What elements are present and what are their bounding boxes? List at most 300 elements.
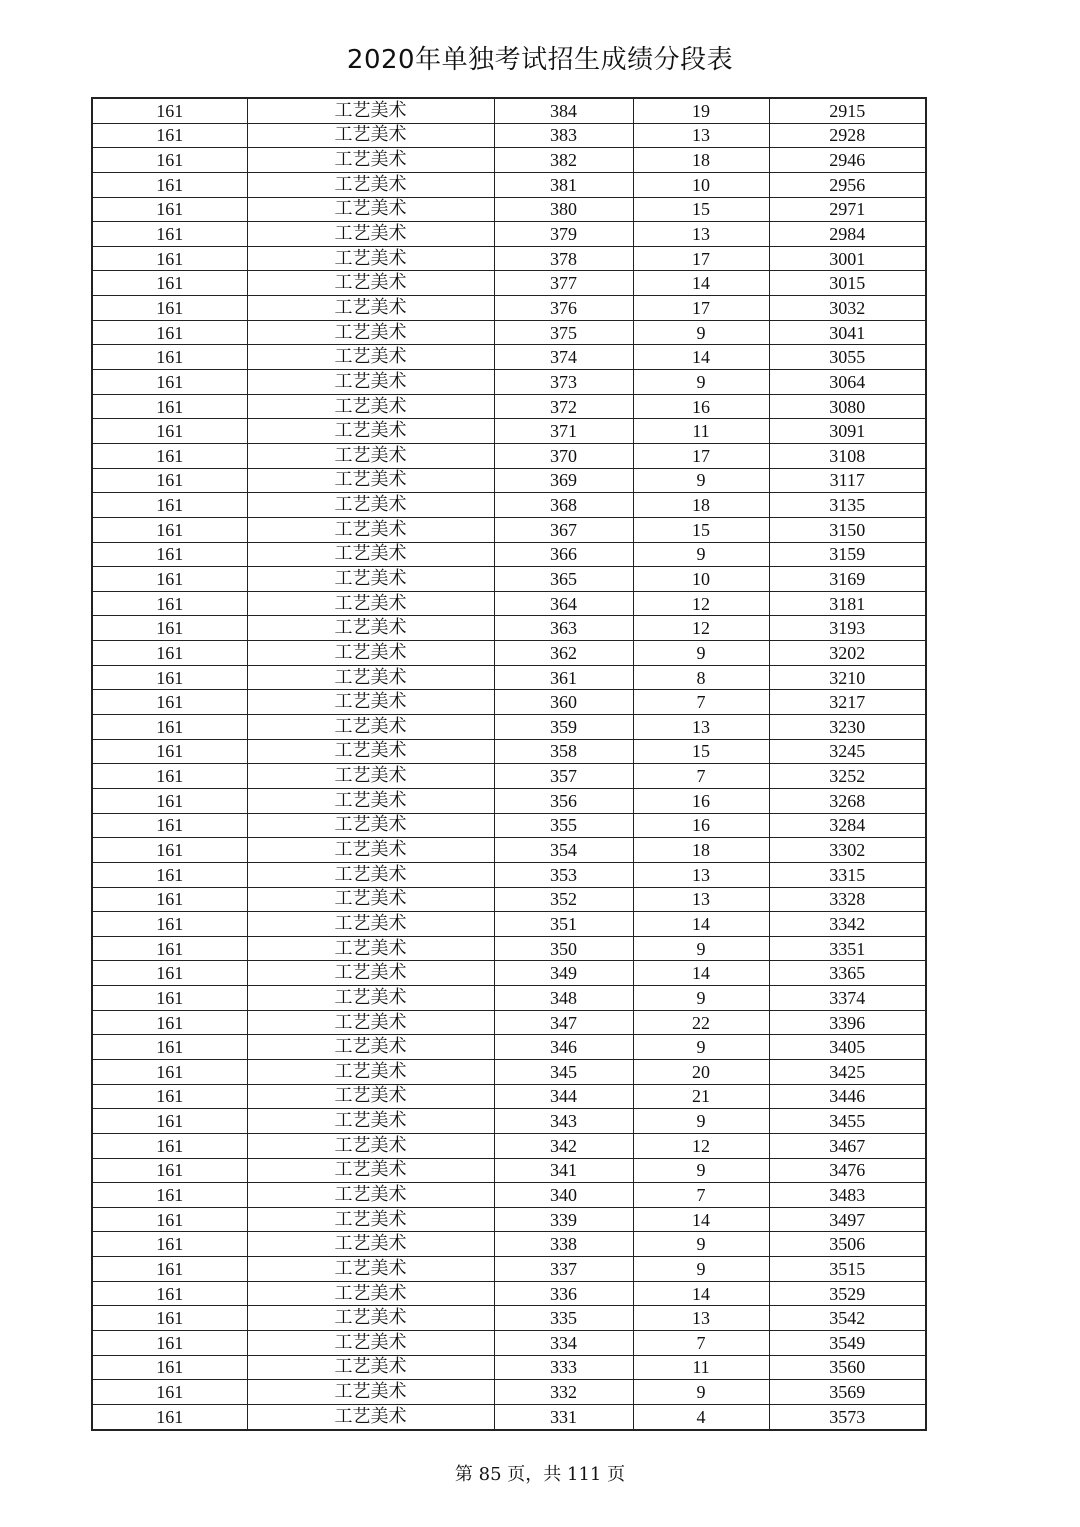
count-cell: 13 [633,222,769,247]
cumulative-cell: 2971 [769,197,926,222]
score-cell: 332 [494,1380,633,1405]
code-cell: 161 [92,370,247,395]
cumulative-cell: 3169 [769,567,926,592]
count-cell: 22 [633,1010,769,1035]
count-cell: 4 [633,1404,769,1429]
major-cell: 工艺美术 [247,690,494,715]
cumulative-cell: 3202 [769,641,926,666]
table-row [92,936,926,961]
cumulative-cell: 3080 [769,394,926,419]
table-row [92,616,926,641]
major-cell: 工艺美术 [247,1084,494,1109]
table-row [92,690,926,715]
cumulative-cell: 3483 [769,1183,926,1208]
cumulative-cell: 3515 [769,1257,926,1282]
major-cell: 工艺美术 [247,1306,494,1331]
major-cell: 工艺美术 [247,1257,494,1282]
cumulative-cell: 3032 [769,296,926,321]
table-row [92,739,926,764]
code-cell: 161 [92,542,247,567]
table-row [92,1331,926,1356]
score-cell: 382 [494,148,633,173]
code-cell: 161 [92,591,247,616]
score-cell: 365 [494,567,633,592]
score-cell: 372 [494,394,633,419]
table-row [92,1084,926,1109]
score-cell: 338 [494,1232,633,1257]
cumulative-cell: 2928 [769,123,926,148]
table-row [92,1010,926,1035]
score-cell: 371 [494,419,633,444]
code-cell: 161 [92,345,247,370]
cumulative-cell: 3181 [769,591,926,616]
code-cell: 161 [92,1183,247,1208]
count-cell: 18 [633,493,769,518]
score-cell: 380 [494,197,633,222]
major-cell: 工艺美术 [247,567,494,592]
table-row [92,1035,926,1060]
major-cell: 工艺美术 [247,1035,494,1060]
table-row [92,788,926,813]
code-cell: 161 [92,296,247,321]
score-cell: 331 [494,1404,633,1429]
code-cell: 161 [92,1158,247,1183]
code-cell: 161 [92,838,247,863]
count-cell: 9 [633,1158,769,1183]
table-row [92,222,926,247]
cumulative-cell: 3467 [769,1133,926,1158]
major-cell: 工艺美术 [247,468,494,493]
major-cell: 工艺美术 [247,246,494,271]
cumulative-cell: 3529 [769,1281,926,1306]
major-cell: 工艺美术 [247,986,494,1011]
score-cell: 363 [494,616,633,641]
cumulative-cell: 3328 [769,887,926,912]
code-cell: 161 [92,419,247,444]
count-cell: 21 [633,1084,769,1109]
count-cell: 9 [633,986,769,1011]
score-cell: 346 [494,1035,633,1060]
score-cell: 367 [494,517,633,542]
code-cell: 161 [92,739,247,764]
score-cell: 359 [494,715,633,740]
table-row [92,123,926,148]
major-cell: 工艺美术 [247,1207,494,1232]
cumulative-cell: 3374 [769,986,926,1011]
major-cell: 工艺美术 [247,887,494,912]
count-cell: 14 [633,961,769,986]
count-cell: 17 [633,296,769,321]
count-cell: 9 [633,641,769,666]
code-cell: 161 [92,961,247,986]
cumulative-cell: 2946 [769,148,926,173]
table-row [92,1380,926,1405]
score-cell: 337 [494,1257,633,1282]
major-cell: 工艺美术 [247,1380,494,1405]
cumulative-cell: 3560 [769,1355,926,1380]
score-cell: 368 [494,493,633,518]
count-cell: 11 [633,1355,769,1380]
cumulative-cell: 3064 [769,370,926,395]
cumulative-cell: 3549 [769,1331,926,1356]
table-row [92,345,926,370]
major-cell: 工艺美术 [247,172,494,197]
count-cell: 9 [633,1109,769,1134]
code-cell: 161 [92,1232,247,1257]
count-cell: 13 [633,715,769,740]
major-cell: 工艺美术 [247,1059,494,1084]
count-cell: 13 [633,123,769,148]
code-cell: 161 [92,862,247,887]
score-cell: 357 [494,764,633,789]
score-cell: 352 [494,887,633,912]
count-cell: 15 [633,739,769,764]
table-row [92,591,926,616]
code-cell: 161 [92,98,247,123]
score-cell: 340 [494,1183,633,1208]
table-row [92,961,926,986]
cumulative-cell: 3497 [769,1207,926,1232]
table-row [92,542,926,567]
major-cell: 工艺美术 [247,320,494,345]
table-row [92,641,926,666]
cumulative-cell: 3230 [769,715,926,740]
code-cell: 161 [92,1380,247,1405]
count-cell: 14 [633,271,769,296]
code-cell: 161 [92,690,247,715]
count-cell: 9 [633,1380,769,1405]
major-cell: 工艺美术 [247,764,494,789]
count-cell: 12 [633,1133,769,1158]
table-row [92,715,926,740]
code-cell: 161 [92,1035,247,1060]
count-cell: 18 [633,148,769,173]
count-cell: 7 [633,690,769,715]
cumulative-cell: 3217 [769,690,926,715]
score-cell: 351 [494,912,633,937]
code-cell: 161 [92,1109,247,1134]
major-cell: 工艺美术 [247,1158,494,1183]
major-cell: 工艺美术 [247,1331,494,1356]
cumulative-cell: 3159 [769,542,926,567]
count-cell: 17 [633,443,769,468]
code-cell: 161 [92,813,247,838]
table-row [92,493,926,518]
score-cell: 350 [494,936,633,961]
score-cell: 384 [494,98,633,123]
cumulative-cell: 3569 [769,1380,926,1405]
cumulative-cell: 3455 [769,1109,926,1134]
major-cell: 工艺美术 [247,936,494,961]
cumulative-cell: 3245 [769,739,926,764]
cumulative-cell: 3015 [769,271,926,296]
major-cell: 工艺美术 [247,98,494,123]
major-cell: 工艺美术 [247,222,494,247]
cumulative-cell: 3425 [769,1059,926,1084]
code-cell: 161 [92,493,247,518]
code-cell: 161 [92,1084,247,1109]
count-cell: 9 [633,1232,769,1257]
cumulative-cell: 3150 [769,517,926,542]
code-cell: 161 [92,665,247,690]
table-row [92,1232,926,1257]
table-row [92,419,926,444]
cumulative-cell: 3252 [769,764,926,789]
score-cell: 355 [494,813,633,838]
count-cell: 16 [633,788,769,813]
cumulative-cell: 3573 [769,1404,926,1429]
count-cell: 15 [633,517,769,542]
code-cell: 161 [92,936,247,961]
cumulative-cell: 3342 [769,912,926,937]
cumulative-cell: 2915 [769,98,926,123]
table-row [92,172,926,197]
table-row [92,468,926,493]
major-cell: 工艺美术 [247,788,494,813]
major-cell: 工艺美术 [247,912,494,937]
count-cell: 12 [633,591,769,616]
score-cell: 353 [494,862,633,887]
count-cell: 10 [633,567,769,592]
score-cell: 347 [494,1010,633,1035]
count-cell: 13 [633,862,769,887]
score-cell: 376 [494,296,633,321]
table-row [92,1133,926,1158]
table-row [92,912,926,937]
major-cell: 工艺美术 [247,813,494,838]
table-row [92,246,926,271]
count-cell: 9 [633,936,769,961]
table-row [92,813,926,838]
major-cell: 工艺美术 [247,345,494,370]
cumulative-cell: 3365 [769,961,926,986]
code-cell: 161 [92,986,247,1011]
table-row [92,1207,926,1232]
cumulative-cell: 3446 [769,1084,926,1109]
score-cell: 362 [494,641,633,666]
code-cell: 161 [92,443,247,468]
cumulative-cell: 3001 [769,246,926,271]
count-cell: 17 [633,246,769,271]
count-cell: 8 [633,665,769,690]
score-cell: 345 [494,1059,633,1084]
code-cell: 161 [92,1133,247,1158]
code-cell: 161 [92,246,247,271]
score-cell: 341 [494,1158,633,1183]
code-cell: 161 [92,468,247,493]
score-cell: 356 [494,788,633,813]
count-cell: 9 [633,320,769,345]
code-cell: 161 [92,641,247,666]
cumulative-cell: 3117 [769,468,926,493]
count-cell: 20 [633,1059,769,1084]
major-cell: 工艺美术 [247,1355,494,1380]
code-cell: 161 [92,1257,247,1282]
code-cell: 161 [92,394,247,419]
score-cell: 354 [494,838,633,863]
major-cell: 工艺美术 [247,1404,494,1429]
table-row [92,764,926,789]
major-cell: 工艺美术 [247,838,494,863]
cumulative-cell: 3268 [769,788,926,813]
count-cell: 11 [633,419,769,444]
major-cell: 工艺美术 [247,493,494,518]
cumulative-cell: 2956 [769,172,926,197]
cumulative-cell: 3506 [769,1232,926,1257]
code-cell: 161 [92,715,247,740]
code-cell: 161 [92,1404,247,1429]
table-row [92,567,926,592]
major-cell: 工艺美术 [247,443,494,468]
cumulative-cell: 3542 [769,1306,926,1331]
major-cell: 工艺美术 [247,862,494,887]
count-cell: 7 [633,1331,769,1356]
count-cell: 9 [633,1257,769,1282]
score-cell: 349 [494,961,633,986]
table-row [92,1158,926,1183]
score-cell: 377 [494,271,633,296]
cumulative-cell: 3476 [769,1158,926,1183]
table-row [92,517,926,542]
count-cell: 9 [633,542,769,567]
cumulative-cell: 3135 [769,493,926,518]
count-cell: 14 [633,345,769,370]
count-cell: 16 [633,394,769,419]
score-cell: 342 [494,1133,633,1158]
count-cell: 9 [633,468,769,493]
code-cell: 161 [92,222,247,247]
code-cell: 161 [92,517,247,542]
count-cell: 14 [633,1207,769,1232]
score-cell: 378 [494,246,633,271]
table-row [92,443,926,468]
count-cell: 7 [633,764,769,789]
table-row [92,1306,926,1331]
table-row [92,370,926,395]
table-row [92,1257,926,1282]
major-cell: 工艺美术 [247,197,494,222]
major-cell: 工艺美术 [247,1133,494,1158]
code-cell: 161 [92,271,247,296]
table-row [92,986,926,1011]
cumulative-cell: 3405 [769,1035,926,1060]
table-row [92,296,926,321]
major-cell: 工艺美术 [247,715,494,740]
score-cell: 344 [494,1084,633,1109]
table-row [92,1109,926,1134]
score-cell: 381 [494,172,633,197]
cumulative-cell: 3055 [769,345,926,370]
major-cell: 工艺美术 [247,1183,494,1208]
score-cell: 373 [494,370,633,395]
count-cell: 16 [633,813,769,838]
code-cell: 161 [92,1281,247,1306]
code-cell: 161 [92,567,247,592]
cumulative-cell: 3351 [769,936,926,961]
score-cell: 334 [494,1331,633,1356]
table-row [92,271,926,296]
code-cell: 161 [92,1355,247,1380]
count-cell: 14 [633,912,769,937]
score-cell: 370 [494,443,633,468]
score-cell: 375 [494,320,633,345]
score-cell: 335 [494,1306,633,1331]
score-cell: 343 [494,1109,633,1134]
major-cell: 工艺美术 [247,616,494,641]
table-row [92,98,926,123]
major-cell: 工艺美术 [247,641,494,666]
code-cell: 161 [92,616,247,641]
score-cell: 333 [494,1355,633,1380]
score-cell: 360 [494,690,633,715]
major-cell: 工艺美术 [247,517,494,542]
table-body [92,98,926,1430]
code-cell: 161 [92,148,247,173]
score-cell: 361 [494,665,633,690]
table-row [92,887,926,912]
cumulative-cell: 3302 [769,838,926,863]
table-row [92,1281,926,1306]
table-row [92,1355,926,1380]
table-row [92,1183,926,1208]
cumulative-cell: 3193 [769,616,926,641]
code-cell: 161 [92,1059,247,1084]
cumulative-cell: 3284 [769,813,926,838]
page-footer: 第 85 页，共 111 页 [454,1464,626,1485]
major-cell: 工艺美术 [247,394,494,419]
cumulative-cell: 3396 [769,1010,926,1035]
code-cell: 161 [92,1010,247,1035]
major-cell: 工艺美术 [247,739,494,764]
score-cell: 379 [494,222,633,247]
score-cell: 383 [494,123,633,148]
table-row [92,838,926,863]
score-cell: 348 [494,986,633,1011]
cumulative-cell: 2984 [769,222,926,247]
count-cell: 15 [633,197,769,222]
cumulative-cell: 3315 [769,862,926,887]
code-cell: 161 [92,912,247,937]
score-cell: 364 [494,591,633,616]
score-cell: 336 [494,1281,633,1306]
major-cell: 工艺美术 [247,296,494,321]
count-cell: 9 [633,370,769,395]
table-row [92,1404,926,1429]
count-cell: 14 [633,1281,769,1306]
table-row [92,197,926,222]
count-cell: 13 [633,887,769,912]
score-table [91,97,927,1431]
count-cell: 13 [633,1306,769,1331]
count-cell: 7 [633,1183,769,1208]
count-cell: 10 [633,172,769,197]
table-row [92,862,926,887]
code-cell: 161 [92,320,247,345]
cumulative-cell: 3041 [769,320,926,345]
count-cell: 12 [633,616,769,641]
score-cell: 369 [494,468,633,493]
major-cell: 工艺美术 [247,542,494,567]
major-cell: 工艺美术 [247,123,494,148]
table-row [92,148,926,173]
major-cell: 工艺美术 [247,961,494,986]
count-cell: 19 [633,98,769,123]
major-cell: 工艺美术 [247,665,494,690]
major-cell: 工艺美术 [247,1232,494,1257]
major-cell: 工艺美术 [247,1109,494,1134]
code-cell: 161 [92,123,247,148]
code-cell: 161 [92,1207,247,1232]
